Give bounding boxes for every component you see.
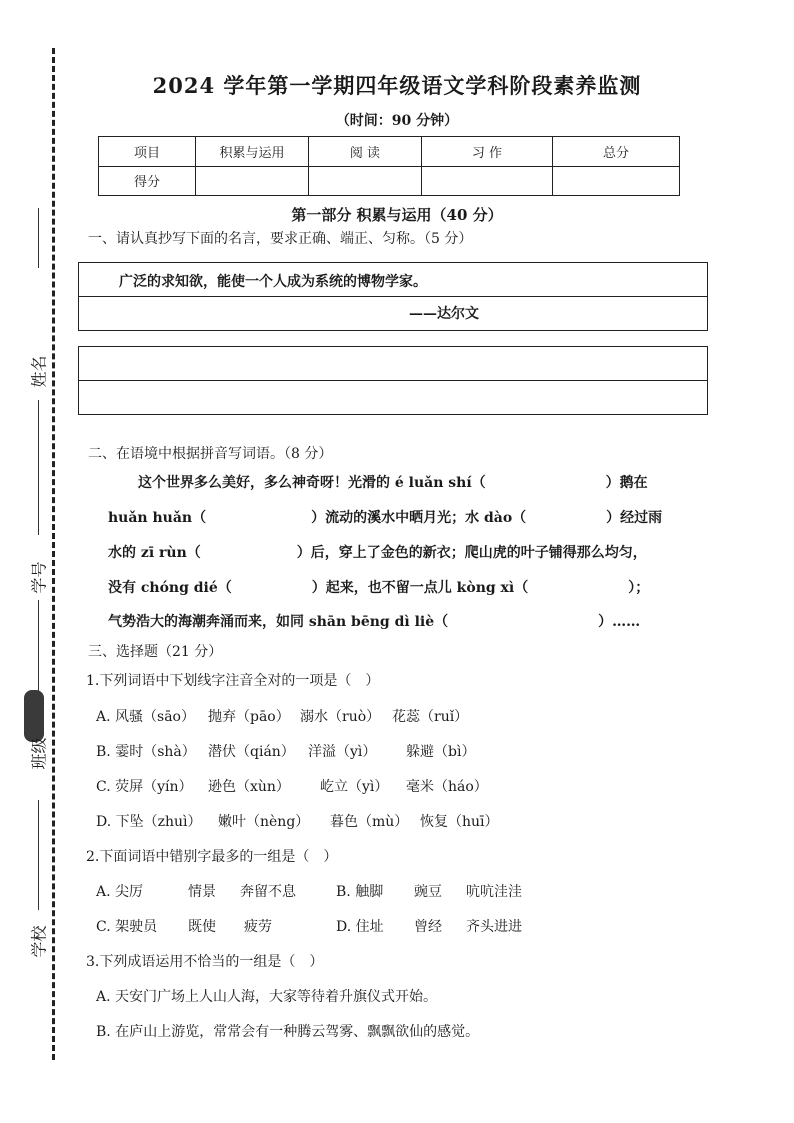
q3-2-c-word-2[interactable]: 既使 <box>188 919 216 935</box>
score-row-label: 得分 <box>99 166 196 196</box>
q3-1-b-word-3: 洋溢（yì） <box>308 744 377 760</box>
score-cell-accumulation[interactable] <box>196 166 309 196</box>
q2-line-4-b: ）起来，也不留一点儿 kòng xì（ <box>311 580 529 596</box>
q3-2-c-word-3[interactable]: 疲劳 <box>244 919 272 935</box>
q3-3-option-a[interactable]: A. 天安门广场上人山人海，大家等待着升旗仪式开始。 <box>96 989 438 1005</box>
q2-line-4-a: 没有 chóng dié（ <box>108 580 232 596</box>
q3-1-d-word-1: D. 下坠（zhuì） <box>96 814 202 830</box>
q3-1-a-word-4: 花蕊（ruǐ） <box>392 709 469 725</box>
q2-line-3-a: 水的 zī rùn（ <box>108 545 201 561</box>
q3-1-a-word-3: 溺水（ruò） <box>300 709 381 725</box>
q3-2-a-word-3[interactable]: 奔留不息 <box>240 884 296 900</box>
q3-1-option-a[interactable] <box>96 706 468 726</box>
score-table-score-row <box>99 166 680 196</box>
side-label-student-no: 学号 <box>29 561 49 594</box>
score-cell-reading[interactable] <box>309 166 422 196</box>
q3-1-a-word-2: 抛弃（pāo） <box>208 709 290 725</box>
q3-2-d-word-2[interactable]: 曾经 <box>414 919 442 935</box>
score-header-writing: 习 作 <box>422 137 553 167</box>
q3-3-stem: 3.下列成语运用不恰当的一组是（ ） <box>86 954 324 970</box>
q3-1-option-d[interactable] <box>96 811 499 831</box>
part1-title: 第一部分 积累与运用（40 分） <box>291 206 503 224</box>
q2-line-2-c: ）经过雨 <box>606 510 663 526</box>
q2-line-4-c: ）； <box>628 580 650 596</box>
q3-1-d-word-2: 嫩叶（nèng） <box>218 814 310 830</box>
q3-2-d-word-3[interactable]: 齐头进进 <box>466 919 522 935</box>
binding-dashed-line <box>52 48 55 1060</box>
exam-time: （时间：90 分钟） <box>335 113 459 129</box>
q2-line-2-b: ）流动的溪水中晒月光；水 dào（ <box>311 510 527 526</box>
q3-1-option-b[interactable] <box>96 741 475 761</box>
score-header-item: 项目 <box>99 137 196 167</box>
q3-1-c-word-2: 逊色（xùn） <box>208 779 290 795</box>
q3-2-d-word-1[interactable]: D. 住址 <box>336 919 384 935</box>
q3-1-d-word-3: 暮色（mù） <box>330 814 409 830</box>
q3-2-a-word-2[interactable]: 情景 <box>188 884 216 900</box>
q3-2-b-word-2[interactable]: 豌豆 <box>414 884 442 900</box>
score-cell-total[interactable] <box>553 166 680 196</box>
q1-heading: 一、请认真抄写下面的名言，要求正确、端正、匀称。（5 分） <box>88 231 473 247</box>
quote-box <box>78 262 708 331</box>
q3-1-c-word-3: 屹立（yì） <box>320 779 389 795</box>
quote-row <box>79 263 707 297</box>
q3-1-stem: 1.下列词语中下划线字注音全对的一项是（ ） <box>86 673 380 689</box>
score-header-reading: 阅 读 <box>309 137 422 167</box>
q3-1-c-word-1: C. 荧屏（yín） <box>96 779 193 795</box>
q3-1-b-word-4: 躲避（bì） <box>406 744 476 760</box>
ink-smudge <box>24 690 44 742</box>
class-underline <box>38 600 39 695</box>
side-label-name: 姓名 <box>29 355 49 388</box>
q3-3-option-b[interactable]: B. 在庐山上游览，常常会有一种腾云驾雾、飘飘欲仙的感觉。 <box>96 1024 480 1040</box>
author-row <box>79 297 707 330</box>
q2-line-3 <box>108 542 647 562</box>
q3-1-c-word-4: 毫米（háo） <box>406 779 488 795</box>
school-underline <box>38 800 39 910</box>
q3-2-b-word-3[interactable]: 吭吭洼洼 <box>466 884 522 900</box>
score-header-total: 总分 <box>553 137 680 167</box>
side-label-class: 班级 <box>29 737 49 770</box>
q3-2-b-word-1[interactable]: B. 触脚 <box>336 884 384 900</box>
copy-line-2[interactable] <box>79 381 707 414</box>
q3-2-a-word-1[interactable]: A. 尖厉 <box>96 884 144 900</box>
page-title: 2024 学年第一学期四年级语文学科阶段素养监测 <box>152 73 642 98</box>
copy-box <box>78 346 708 415</box>
q2-heading: 二、在语境中根据拼音写词语。（8 分） <box>88 446 333 462</box>
q2-line-1-pre: 这个世界多么美好，多么神奇呀！光滑的 é luǎn shí（ <box>138 475 486 491</box>
q3-1-b-word-1: B. 霎时（shà） <box>96 744 196 760</box>
quote-author: ——达尔文 <box>409 306 479 322</box>
q3-2-stem: 2.下面词语中错别字最多的一组是（ ） <box>86 849 338 865</box>
q3-2-row-1 <box>96 881 522 901</box>
q2-line-3-b: ）后，穿上了金色的新衣；爬山虎的叶子铺得那么均匀， <box>296 545 647 561</box>
q3-1-d-word-4: 恢复（huī） <box>420 814 499 830</box>
q3-1-b-word-2: 潜伏（qián） <box>208 744 295 760</box>
q2-line-5-b: ）…… <box>598 614 641 630</box>
copy-line-1[interactable] <box>79 347 707 381</box>
score-header-accumulation: 积累与运用 <box>196 137 309 167</box>
q2-line-1 <box>138 472 648 492</box>
score-table <box>98 136 680 196</box>
q2-line-2 <box>108 507 662 527</box>
q3-1-option-c[interactable] <box>96 776 488 796</box>
student-no-underline <box>38 400 39 535</box>
score-table-header-row <box>99 137 680 167</box>
quote-text: 广泛的求知欲，能使一个人成为系统的博物学家。 <box>119 274 427 290</box>
q3-heading: 三、选择题（21 分） <box>88 644 223 660</box>
q2-line-2-a: huǎn huǎn（ <box>108 510 207 526</box>
q2-line-5 <box>108 611 640 631</box>
q2-line-4 <box>108 577 649 597</box>
side-label-school: 学校 <box>29 925 49 958</box>
score-cell-writing[interactable] <box>422 166 553 196</box>
q3-2-row-2 <box>96 916 522 936</box>
q2-line-1-post: ）鹅在 <box>605 475 648 491</box>
q2-line-5-a: 气势浩大的海潮奔涌而来，如同 shān bēng dì liè（ <box>108 614 449 630</box>
q3-1-a-word-1: A. 风骚（sāo） <box>96 709 195 725</box>
q3-2-c-word-1[interactable]: C. 架驶员 <box>96 919 158 935</box>
